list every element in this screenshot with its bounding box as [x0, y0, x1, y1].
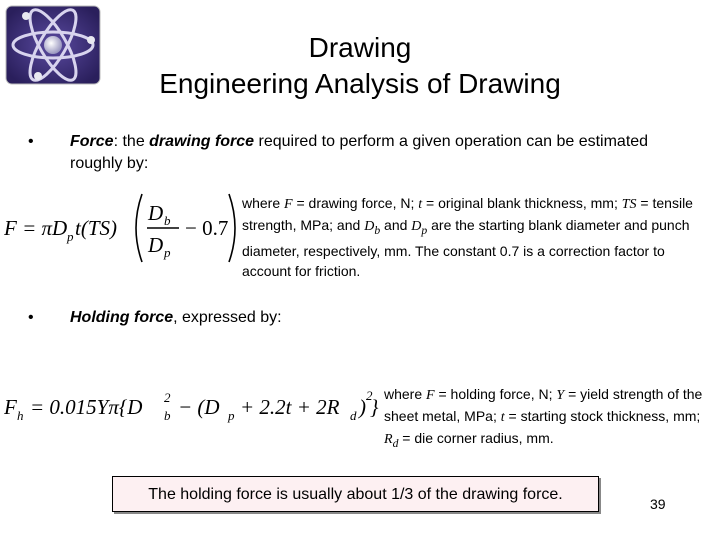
holding-force-formula	[4, 378, 380, 440]
formula1-lhs-sub: p	[67, 229, 74, 244]
formula2-lhs: F	[4, 395, 17, 419]
bullet-holding-force	[28, 307, 668, 333]
desc1-var: t	[418, 197, 423, 212]
formula1-numerator-sub: b	[164, 213, 171, 228]
formula2-db-sub: b	[164, 408, 171, 423]
desc1-var: TS	[621, 197, 637, 212]
desc1-text: = tensile strength, MPa; and	[242, 195, 693, 233]
title-line-2: Engineering Analysis of Drawing	[159, 68, 561, 99]
desc2-var: t	[500, 410, 505, 425]
desc1-text: = drawing force, N;	[292, 195, 419, 211]
desc1-var: D	[411, 219, 422, 234]
page-number: 39	[650, 496, 666, 512]
formula2-dp-sub: p	[228, 408, 235, 423]
desc2-var: Y	[556, 388, 565, 403]
desc2-text: = yield strength of the sheet metal, MPa;	[384, 386, 703, 424]
holding-force-description	[384, 384, 714, 454]
atom-logo-icon	[4, 4, 102, 86]
desc1-text: are the starting blank diameter and punch diameter, respectively, mm. The constant 0.7 is a correction factor to account for friction.	[242, 217, 690, 279]
desc2-text: where	[384, 386, 427, 402]
formula1-denominator: D	[148, 233, 164, 257]
formula1-denominator-sub: p	[164, 245, 171, 260]
term-holding-force: Holding force	[70, 309, 174, 326]
desc1-text: = original blank thickness, mm;	[422, 195, 622, 211]
formula2-close-sup: 2	[366, 388, 373, 403]
desc2-sub: d	[392, 436, 399, 450]
emphasis-drawing-force: drawing force	[149, 133, 255, 150]
holding-force-callout: The holding force is usually about 1/3 of the drawing force.	[112, 476, 599, 512]
desc1-var: F	[284, 197, 293, 212]
bullet-force-text-b: required to perform a given operation can be estimated roughly by:	[70, 133, 649, 172]
bullet-symbol: •	[28, 309, 34, 326]
drawing-force-description	[242, 193, 716, 281]
term-force: Force	[70, 133, 114, 150]
desc2-text: = holding force, N;	[434, 386, 557, 402]
desc1-sub: b	[374, 223, 381, 237]
desc1-var: D	[364, 219, 375, 234]
bullet-force-text	[70, 131, 670, 175]
bullet-holding-text-rest: , expressed by:	[173, 309, 282, 326]
slide-title	[110, 30, 610, 102]
formula2-brace: }	[370, 395, 379, 419]
desc1-text: where	[242, 195, 285, 211]
formula1-lhs: F = πD	[4, 216, 68, 240]
formula2-rd-sub: d	[350, 408, 357, 423]
formula2-lhs-sub: h	[17, 408, 24, 423]
desc2-text: = die corner radius, mm.	[398, 430, 554, 446]
desc1-sub: p	[421, 223, 428, 237]
formula1-numerator: D	[148, 201, 164, 225]
formula2-minus: − (D	[178, 395, 220, 419]
formula2-db-sup: 2	[164, 390, 171, 405]
desc1-text: and	[380, 217, 412, 233]
formula1-minus-constant: − 0.7	[185, 216, 229, 240]
title-line-1: Drawing	[308, 32, 412, 63]
bullet-symbol: •	[28, 133, 34, 150]
bullet-force-text-a: : the	[113, 133, 150, 150]
bullet-holding-text	[70, 307, 282, 329]
formula1-lhs-tail: t(TS)	[75, 216, 117, 240]
desc2-text: = starting stock thickness, mm;	[504, 408, 701, 424]
desc2-var: F	[426, 388, 435, 403]
formula2-eq: = 0.015Yπ{D	[30, 395, 143, 419]
formula2-close: )	[359, 395, 366, 419]
desc2-var: R	[384, 432, 393, 447]
bullet-force	[28, 131, 668, 181]
formula2-mid: + 2.2t + 2R	[240, 395, 340, 419]
drawing-force-formula	[4, 188, 238, 268]
